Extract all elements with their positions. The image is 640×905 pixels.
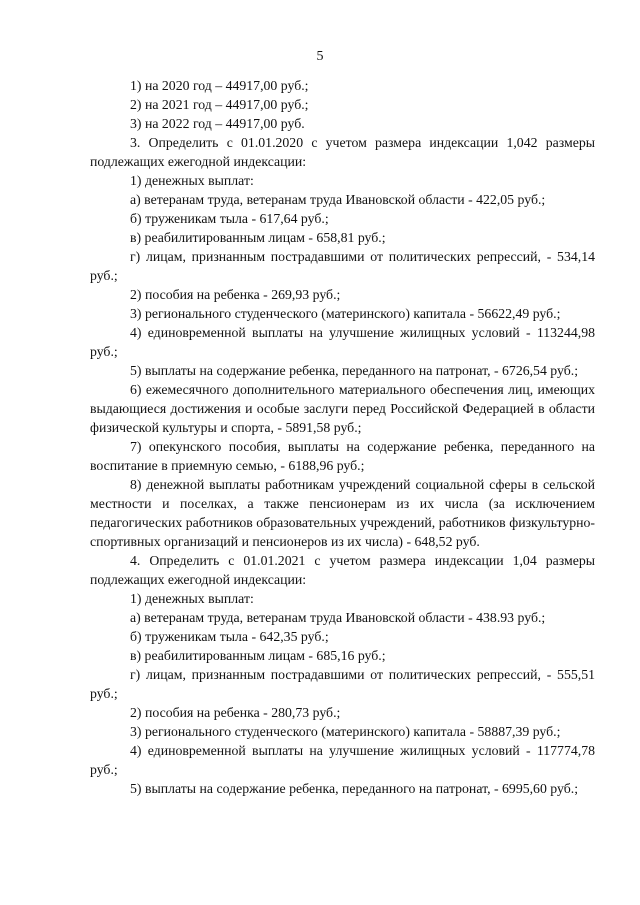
- list-item: 7) опекунского пособия, выплаты на содержание ребенка, переданного на воспитание в приемную семью, - 6188,96 руб.;: [90, 439, 595, 473]
- list-item: 2) на 2021 год – 44917,00 руб.;: [130, 97, 309, 112]
- list-item: б) труженикам тыла - 642,35 руб.;: [130, 629, 329, 644]
- section-paragraph: 3. Определить с 01.01.2020 с учетом размера индексации 1,042 размеры подлежащих ежегодной индексации:: [90, 135, 595, 169]
- list-item: а) ветеранам труда, ветеранам труда Ивановской области - 422,05 руб.;: [130, 192, 546, 207]
- list-item: б) труженикам тыла - 617,64 руб.;: [130, 211, 329, 226]
- list-item: 3) на 2022 год – 44917,00 руб.: [130, 116, 305, 131]
- list-item: 5) выплаты на содержание ребенка, переданного на патронат, - 6726,54 руб.;: [130, 363, 579, 378]
- list-item: 4) единовременной выплаты на улучшение жилищных условий - 117774,78 руб.;: [90, 743, 595, 777]
- list-item: 1) на 2020 год – 44917,00 руб.;: [130, 78, 309, 93]
- document-body: [90, 76, 595, 798]
- list-item: 5) выплаты на содержание ребенка, переданного на патронат, - 6995,60 руб.;: [130, 781, 579, 796]
- list-item: 2) пособия на ребенка - 269,93 руб.;: [130, 287, 341, 302]
- list-item: в) реабилитированным лицам - 685,16 руб.;: [130, 648, 386, 663]
- section-paragraph: 4. Определить с 01.01.2021 с учетом размера индексации 1,04 размеры подлежащих ежегодной индексации:: [90, 553, 595, 587]
- list-item: г) лицам, признанным пострадавшими от политических репрессий, - 534,14 руб.;: [90, 249, 595, 283]
- list-item: 2) пособия на ребенка - 280,73 руб.;: [130, 705, 341, 720]
- list-item: а) ветеранам труда, ветеранам труда Ивановской области - 438.93 руб.;: [130, 610, 546, 625]
- list-item: 6) ежемесячного дополнительного материального обеспечения лиц, имеющих выдающиеся достижения и особые заслуги перед Российской Федерацией в области физической культуры и спорта, - 5891,58 руб.;: [90, 382, 595, 435]
- list-item: 3) регионального студенческого (материнского) капитала - 56622,49 руб.;: [130, 306, 561, 321]
- list-item: в) реабилитированным лицам - 658,81 руб.;: [130, 230, 386, 245]
- list-item: 4) единовременной выплаты на улучшение жилищных условий - 113244,98 руб.;: [90, 325, 595, 359]
- list-item: 1) денежных выплат:: [130, 173, 254, 188]
- page-number: 5: [316, 49, 324, 64]
- list-item: 8) денежной выплаты работникам учреждений социальной сферы в сельской местности и поселках, а также пенсионерам из их числа (за исключением педагогических работников образовательных учреждений, работников физкультурно-спортивных организаций и пенсионеров из их числа) - 648,52 руб.: [90, 477, 595, 549]
- list-item: 1) денежных выплат:: [130, 591, 254, 606]
- list-item: г) лицам, признанным пострадавшими от политических репрессий, - 555,51 руб.;: [90, 667, 595, 701]
- list-item: 3) регионального студенческого (материнского) капитала - 58887,39 руб.;: [130, 724, 561, 739]
